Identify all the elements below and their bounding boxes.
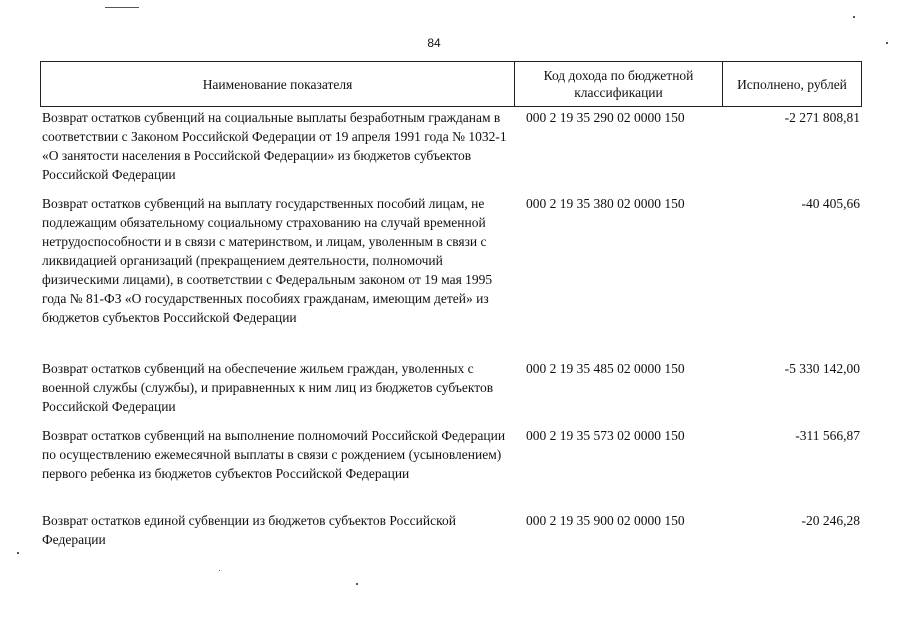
page-number: 84 [427,36,441,50]
row-name: Возврат остатков субвенций на социальные выплаты безработным гражданам в соответствии с Законом Российской Федерации от 19 апреля 1991 года № 1032-1 «О занятости населения в Российской Федерации» из бюджетов субъектов Российской Федерации [42,110,507,182]
table-row [40,426,862,483]
header-revenue-code: Код дохода по бюджетной классификации [515,62,723,106]
row-name: Возврат остатков субвенций на обеспечение жильем граждан, уволенных с военной службы (службы), и приравненных к ним лиц из бюджетов субъектов Российской Федерации [42,361,494,414]
scan-speck [853,16,855,18]
table-row [40,511,862,549]
scan-speck [886,42,888,44]
row-amount: -5 330 142,00 [784,361,860,376]
row-code: 000 2 19 35 380 02 0000 150 [526,196,685,211]
scan-speck [219,570,220,571]
row-code: 000 2 19 35 573 02 0000 150 [526,428,685,443]
row-amount: -20 246,28 [801,513,860,528]
scan-speck [356,583,358,585]
row-code: 000 2 19 35 900 02 0000 150 [526,513,685,528]
table-row [40,108,862,184]
row-name: Возврат остатков субвенций на выплату государственных пособий лицам, не подлежащим обязательному социальному страхованию на случай временной нетрудоспособности и в связи с материнством, и лицам, уволенным в связи с ликвидацией организаций (прекращением деятельности, полномочий физическими лицами), в соответствии с Федеральным законом от 19 мая 1995 года № 81-ФЗ «О государственных пособиях гражданам, имеющим детей» из бюджетов субъектов Российской Федерации [42,196,493,325]
revenue-table [40,61,862,547]
row-name: Возврат остатков субвенций на выполнение полномочий Российской Федерации по осуществлению ежемесячной выплаты в связи с рождением (усыновлением) первого ребенка из бюджетов субъектов Российской Федерации [42,428,506,481]
row-amount: -40 405,66 [801,196,860,211]
scan-line [105,7,139,8]
table-header [40,61,862,107]
row-amount: -311 566,87 [795,428,860,443]
table-row [40,359,862,416]
row-code: 000 2 19 35 485 02 0000 150 [526,361,685,376]
row-name: Возврат остатков единой субвенции из бюджетов субъектов Российской Федерации [42,513,456,547]
header-indicator-name: Наименование показателя [41,62,515,106]
scan-speck [17,552,19,554]
header-executed-amount: Исполнено, рублей [737,76,847,92]
row-amount: -2 271 808,81 [784,110,860,125]
table-row [40,194,862,327]
row-code: 000 2 19 35 290 02 0000 150 [526,110,685,125]
